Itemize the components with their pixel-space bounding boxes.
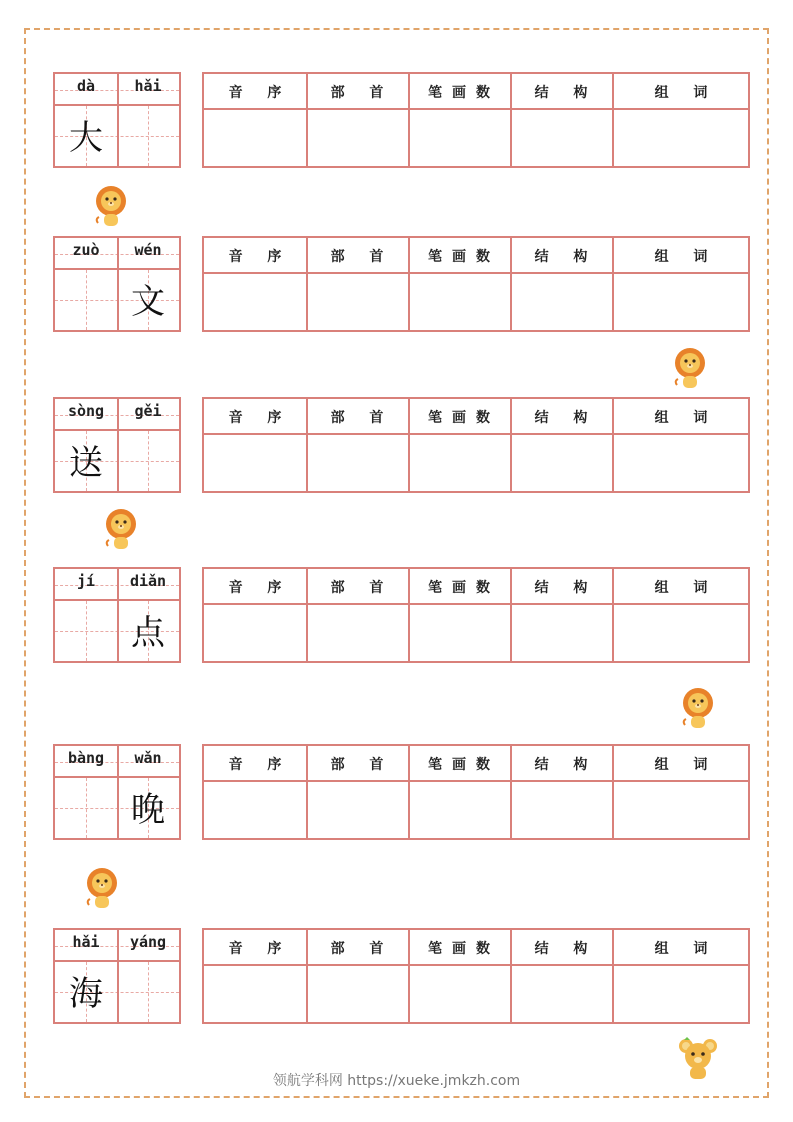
info-header-label: 笔画数 (428, 580, 500, 596)
pinyin-label: wén (134, 241, 162, 259)
info-header-label: 音 序 (228, 941, 292, 957)
hanzi-character[interactable]: 文 (131, 282, 165, 322)
lion-icon (672, 346, 708, 390)
lion-icon (680, 686, 716, 730)
pinyin-label: bàng (67, 749, 105, 767)
pinyin-label: zuò (72, 241, 100, 259)
hanzi-character[interactable] (55, 782, 117, 838)
info-header-label: 笔画数 (428, 410, 500, 426)
hanzi-character[interactable]: 海 (69, 974, 103, 1014)
character-info-table (202, 236, 750, 332)
lion-icon (93, 184, 129, 228)
info-header-label: 部 首 (330, 941, 394, 957)
character-info-table (202, 72, 750, 168)
hanzi-character[interactable]: 送 (69, 443, 103, 483)
hanzi-character[interactable] (117, 110, 179, 166)
character-info-table (202, 744, 750, 840)
hanzi-character[interactable]: 点 (131, 613, 165, 653)
character-grid (53, 744, 181, 840)
character-info-table (202, 928, 750, 1024)
info-header-label: 笔画数 (428, 249, 500, 265)
character-grid (53, 72, 181, 168)
info-header-label: 组 词 (654, 249, 718, 265)
info-header-label: 组 词 (654, 941, 718, 957)
hanzi-character[interactable] (117, 435, 179, 491)
pinyin-label: sòng (67, 402, 105, 420)
pinyin-label: dà (76, 77, 96, 95)
pinyin-label: hǎi (134, 77, 162, 95)
info-header-label: 结 构 (534, 249, 598, 265)
info-header-label: 结 构 (534, 580, 598, 596)
hanzi-character[interactable] (117, 966, 179, 1022)
character-grid (53, 397, 181, 493)
pinyin-label: hǎi (72, 933, 100, 951)
hanzi-character[interactable]: 大 (69, 118, 103, 158)
pinyin-label: yáng (129, 933, 167, 951)
info-header-label: 组 词 (654, 757, 718, 773)
info-header-label: 结 构 (534, 410, 598, 426)
info-header-label: 部 首 (330, 410, 394, 426)
info-header-label: 结 构 (534, 757, 598, 773)
character-grid (53, 567, 181, 663)
info-header-label: 结 构 (534, 941, 598, 957)
info-header-label: 部 首 (330, 85, 394, 101)
lion-icon (84, 866, 120, 910)
character-grid (53, 236, 181, 332)
info-header-label: 音 序 (228, 249, 292, 265)
character-info-table (202, 567, 750, 663)
info-header-label: 音 序 (228, 580, 292, 596)
pinyin-label: diǎn (129, 572, 167, 590)
info-header-label: 结 构 (534, 85, 598, 101)
info-header-label: 部 首 (330, 249, 394, 265)
info-header-label: 笔画数 (428, 941, 500, 957)
character-grid (53, 928, 181, 1024)
info-header-label: 组 词 (654, 410, 718, 426)
info-header-label: 部 首 (330, 757, 394, 773)
info-header-label: 组 词 (654, 85, 718, 101)
info-header-label: 笔画数 (428, 757, 500, 773)
info-header-label: 音 序 (228, 410, 292, 426)
info-header-label: 部 首 (330, 580, 394, 596)
lion-icon (103, 507, 139, 551)
hanzi-character[interactable] (55, 605, 117, 661)
info-header-label: 音 序 (228, 85, 292, 101)
footer-text: 领航学科网 https://xueke.jmkzh.com (272, 1073, 521, 1089)
pinyin-label: jí (76, 572, 96, 590)
pinyin-label: gěi (134, 402, 162, 420)
hanzi-character[interactable]: 晚 (131, 790, 165, 830)
pinyin-label: wǎn (134, 749, 162, 767)
hanzi-character[interactable] (55, 274, 117, 330)
info-header-label: 笔画数 (428, 85, 500, 101)
character-info-table (202, 397, 750, 493)
info-header-label: 音 序 (228, 757, 292, 773)
info-header-label: 组 词 (654, 580, 718, 596)
